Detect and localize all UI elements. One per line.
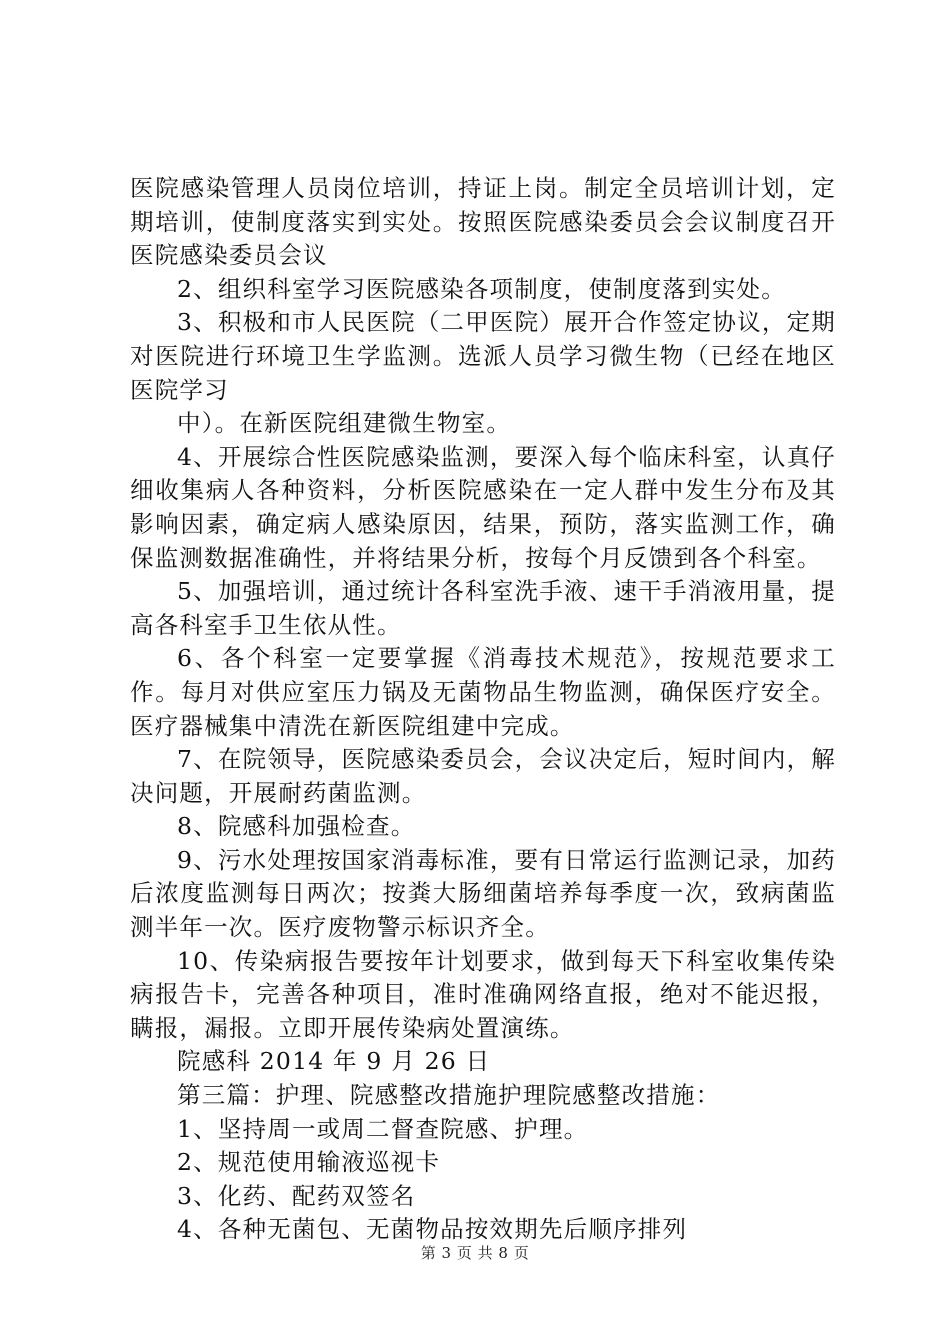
paragraph: 8、院感科加强检查。: [177, 812, 416, 841]
page-footer: 第 3 页 共 8 页: [420, 1244, 530, 1262]
paragraph: 2、规范使用输液巡视卡: [177, 1148, 441, 1177]
paragraph: 4、各种无菌包、无菌物品按效期先后顺序排列: [177, 1215, 688, 1244]
paragraph: 9、污水处理按国家消毒标准，要有日常运行监测记录，加药后浓度监测每日两次；按粪大肠细菌培养每季度一次，致病菌监测半年一次。医疗废物警示标识齐全。: [130, 845, 836, 942]
paragraph: 4、开展综合性医院感染监测，要深入每个临床科室，认真仔细收集病人各种资料，分析医院感染在一定人群中发生分布及其影响因素，确定病人感染原因，结果，预防，落实监测工作，确保监测数据准确性，并将结果分析，按每个月反馈到各个科室。: [130, 442, 836, 572]
section-heading: 第三篇：护理、院感整改措施护理院感整改措施：: [177, 1081, 721, 1110]
paragraph: 1、坚持周一或周二督查院感、护理。: [177, 1114, 589, 1143]
paragraph: 6、各个科室一定要掌握《消毒技术规范》，按规范要求工作。每月对供应室压力锅及无菌物品生物监测，确保医疗安全。医疗器械集中清洗在新医院组建中完成。: [130, 644, 836, 740]
paragraph: 3、积极和市人民医院（二甲医院）展开合作签定协议，定期对医院进行环境卫生学监测。选派人员学习微生物（已经在地区医院学习: [130, 308, 836, 404]
paragraph: 中）。在新医院组建微生物室。: [177, 409, 512, 438]
paragraph: 2、组织科室学习医院感染各项制度，使制度落到实处。: [177, 274, 786, 303]
paragraph: 7、在院领导，医院感染委员会，会议决定后，短时间内，解决问题，开展耐药菌监测。: [130, 745, 836, 807]
paragraph: 医院感染管理人员岗位培训，持证上岗。制定全员培训计划，定期培训，使制度落实到实处。按照医院感染委员会会议制度召开医院感染委员会议: [130, 174, 836, 270]
paragraph: 5、加强培训，通过统计各科室洗手液、速干手消液用量，提高各科室手卫生依从性。: [130, 577, 836, 639]
paragraph: 3、化药、配药双签名: [177, 1181, 416, 1210]
document-body: [130, 172, 836, 1247]
paragraph: 10、传染病报告要按年计划要求，做到每天下科室收集传染病报告卡，完善各种项目，准时准确网络直报，绝对不能迟报，瞒报，漏报。立即开展传染病处置演练。: [130, 946, 836, 1042]
signature-date: 院感科 2014 年 9 月 26 日: [177, 1047, 491, 1076]
